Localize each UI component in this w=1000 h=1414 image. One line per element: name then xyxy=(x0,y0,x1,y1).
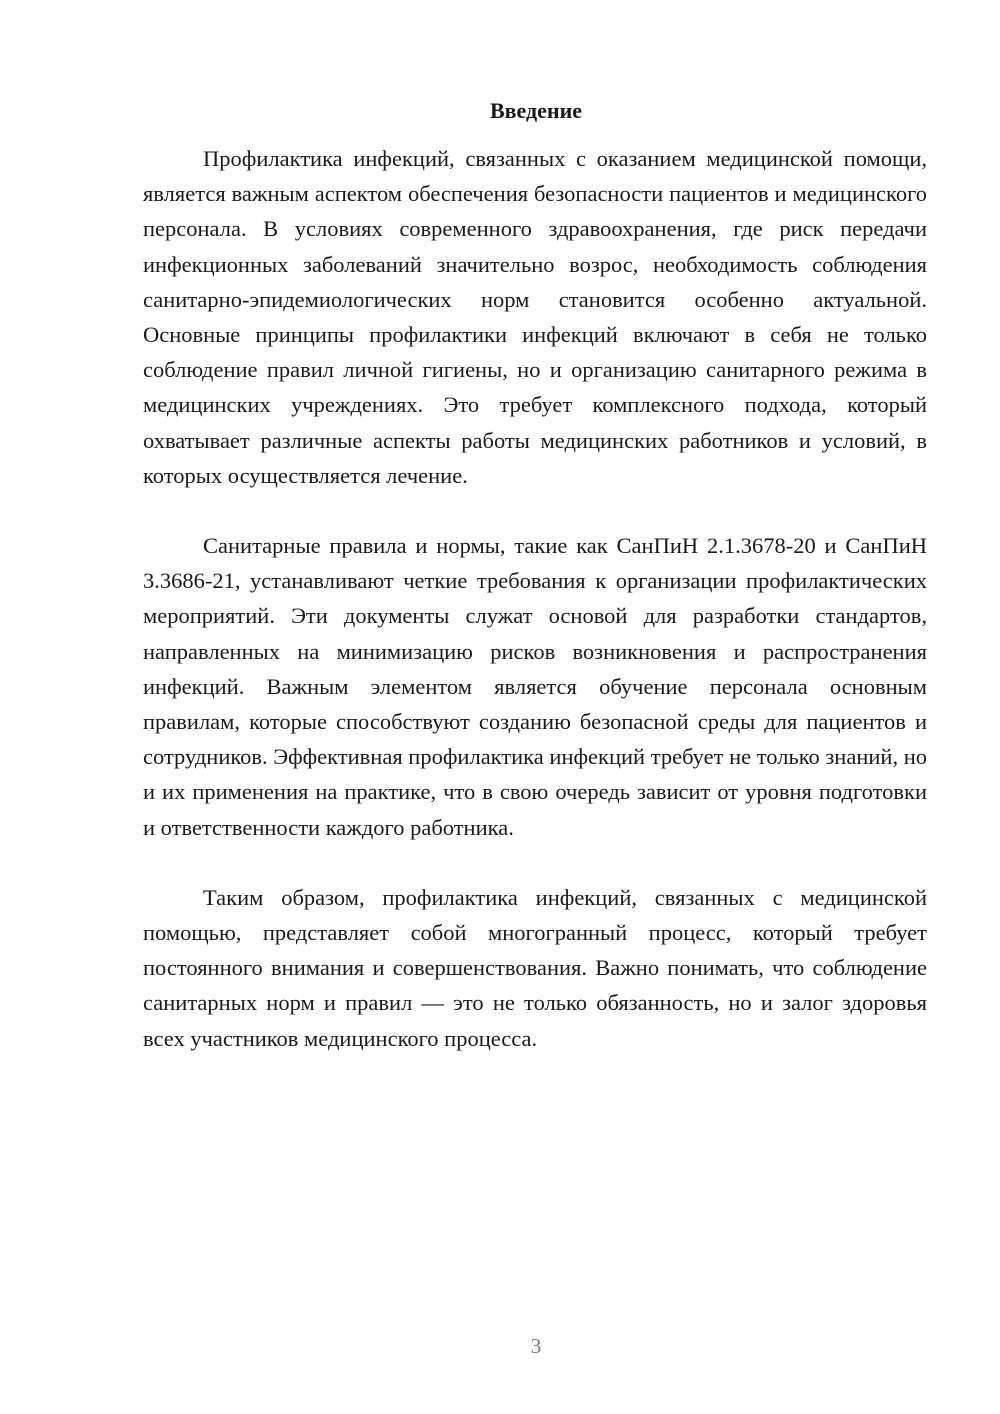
body-text xyxy=(143,141,927,1091)
section-title: Введение xyxy=(489,98,583,123)
paragraph: Санитарные правила и нормы, такие как СанПиН 2.1.3678-20 и СанПиН 3.3686-21, устанавливают четкие требования к организации профилактических мероприятий. Эти документы служат основой для разработки стандартов, направленных на минимизацию рисков возникновения и распространения инфекций. Важным элементом является обучение персонала основным правилам, которые способствуют созданию безопасной среды для пациентов и сотрудников. Эффективная профилактика инфекций требует не только знаний, но и их применения на практике, что в свою очередь зависит от уровня подготовки и ответственности каждого работника. xyxy=(143,533,927,840)
paragraph: Профилактика инфекций, связанных с оказанием медицинской помощи, является важным аспектом обеспечения безопасности пациентов и медицинского персонала. В условиях современного здравоохранения, где риск передачи инфекционных заболеваний значительно возрос, необходимость соблюдения санитарно-эпидемиологических норм становится особенно актуальной. Основные принципы профилактики инфекций включают в себя не только соблюдение правил личной гигиены, но и организацию санитарного режима в медицинских учреждениях. Это требует комплексного подхода, который охватывает различные аспекты работы медицинских работников и условий, в которых осуществляется лечение. xyxy=(143,146,927,488)
paragraph: Таким образом, профилактика инфекций, связанных с медицинской помощью, представляет собой многогранный процесс, который требует постоянного внимания и совершенствования. Важно понимать, что соблюдение санитарных норм и правил — это не только обязанность, но и залог здоровья всех участников медицинского процесса. xyxy=(143,884,927,1051)
page-number: 3 xyxy=(530,1334,542,1358)
